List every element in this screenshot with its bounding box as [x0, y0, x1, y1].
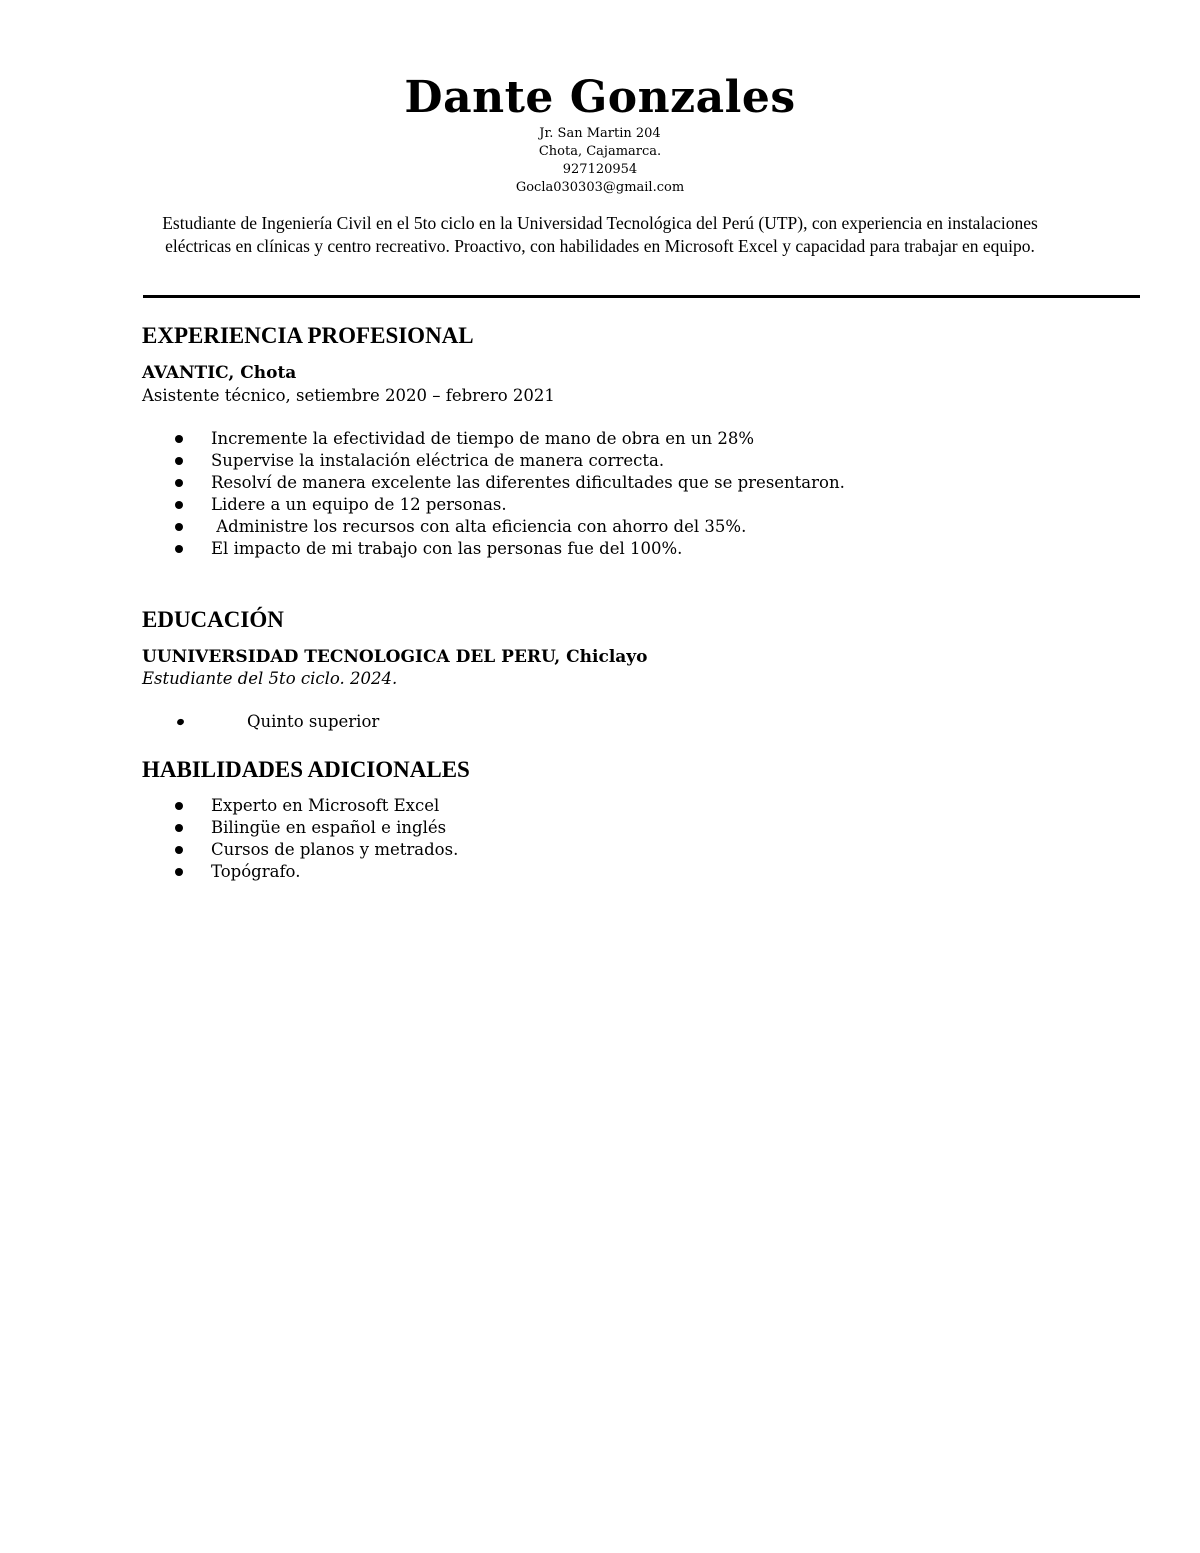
address: Jr. San Martin 204	[539, 126, 661, 141]
bullet-text: Lidere a un equipo de 12 personas.	[211, 495, 507, 514]
experience-bullets	[0, 428, 845, 560]
bullet-text: Resolví de manera excelente las diferentes dificultades que se presentaron.	[211, 473, 845, 492]
header-divider	[143, 295, 1140, 298]
candidate-name: Dante Gonzales	[404, 72, 796, 123]
bullet-text: El impacto de mi trabajo con las personas fue del 100%.	[211, 539, 683, 558]
email: Gocla030303@gmail.com	[515, 180, 685, 195]
skills-bullets	[0, 795, 458, 883]
bullet-text: Experto en Microsoft Excel	[211, 796, 440, 815]
bullet-icon	[175, 802, 183, 810]
education-bullets	[0, 711, 379, 733]
section-title-education: EDUCACIÓN	[142, 607, 284, 632]
section-title-skills: HABILIDADES ADICIONALES	[142, 757, 470, 782]
bullet-icon	[175, 523, 183, 531]
list-item	[0, 817, 458, 839]
bullet-icon	[175, 501, 183, 509]
bullet-text: Topógrafo.	[211, 862, 301, 881]
experience-org: AVANTIC, Chota	[142, 363, 297, 383]
list-item	[0, 494, 845, 516]
bullet-icon	[175, 824, 183, 832]
phone: 927120954	[562, 162, 638, 177]
bullet-text: Quinto superior	[247, 712, 380, 731]
bullet-icon	[175, 479, 183, 487]
bullet-icon	[175, 868, 183, 876]
bullet-icon	[175, 457, 183, 465]
list-item	[0, 450, 845, 472]
contact-block	[0, 125, 1200, 197]
bullet-icon	[175, 846, 183, 854]
list-item	[0, 839, 458, 861]
bullet-text: Supervise la instalación eléctrica de manera correcta.	[211, 451, 665, 470]
list-item	[0, 538, 845, 560]
bullet-icon	[176, 718, 185, 726]
section-title-experience: EXPERIENCIA PROFESIONAL	[142, 323, 474, 348]
bullet-text: Administre los recursos con alta eficiencia con ahorro del 35%.	[211, 517, 747, 536]
list-item	[0, 428, 845, 450]
city: Chota, Cajamarca.	[538, 144, 662, 159]
bullet-text: Incremente la efectividad de tiempo de mano de obra en un 28%	[211, 429, 755, 448]
bullet-icon	[175, 545, 183, 553]
profile-summary: Estudiante de Ingeniería Civil en el 5to ciclo en la Universidad Tecnológica del Perú (UTP), con experiencia en instalaciones eléctricas en clínicas y centro recreativo. Proactivo, con habilidades en Microsoft Excel y capacidad para trabajar en equipo.	[162, 213, 1038, 256]
list-item	[0, 711, 379, 733]
bullet-text: Cursos de planos y metrados.	[211, 840, 459, 859]
experience-role: Asistente técnico, setiembre 2020 – febrero 2021	[142, 386, 555, 405]
list-item	[0, 861, 458, 883]
list-item	[0, 516, 845, 538]
bullet-text: Bilingüe en español e inglés	[211, 818, 447, 837]
list-item	[0, 795, 458, 817]
bullet-icon	[175, 435, 183, 443]
education-role: Estudiante del 5to ciclo. 2024.	[142, 669, 398, 688]
list-item	[0, 472, 845, 494]
education-org: UUNIVERSIDAD TECNOLOGICA DEL PERU, Chiclayo	[142, 647, 648, 667]
